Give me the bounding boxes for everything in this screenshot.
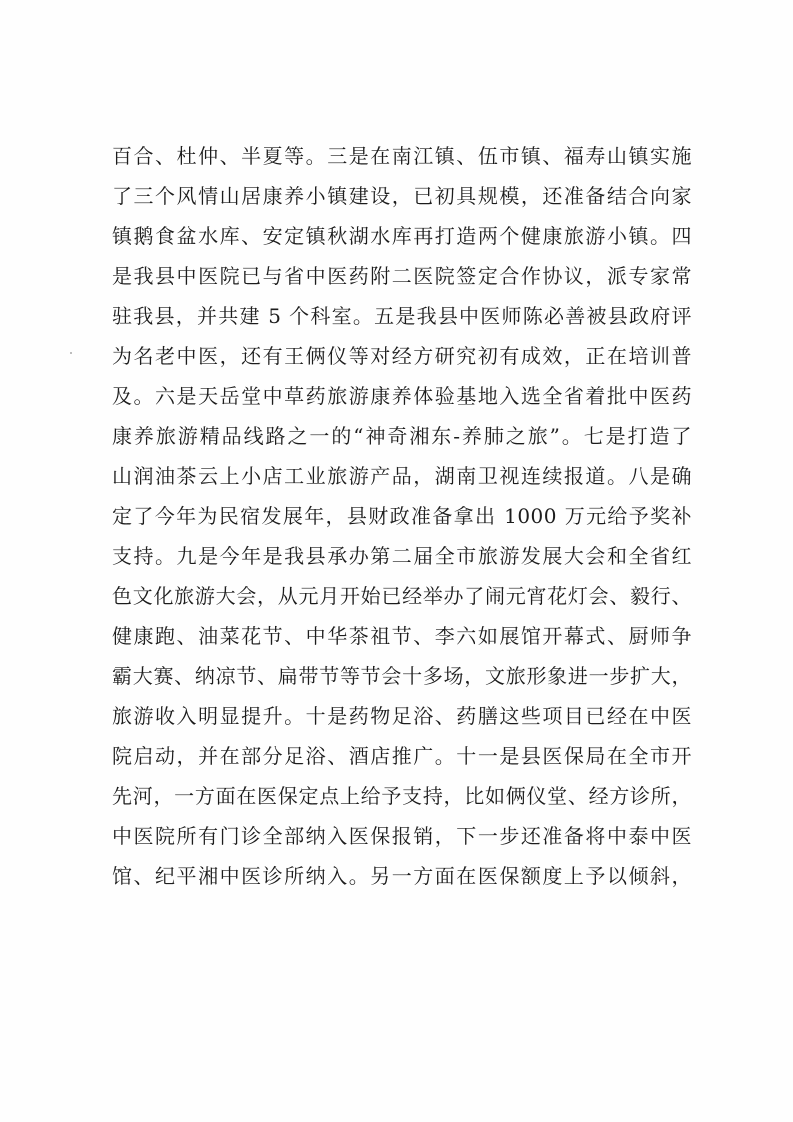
text-line: 色文化旅游大会，从元月开始已经举办了闹元宵花灯会、毅行、: [112, 584, 692, 608]
text-line: 百合、杜仲、半夏等。三是在南江镇、伍市镇、福寿山镇实施: [112, 144, 692, 168]
text-line: 旅游收入明显提升。十是药物足浴、药膳这些项目已经在中医: [112, 704, 692, 728]
text-line: 定了今年为民宿发展年，县财政准备拿出 1000 万元给予奖补: [112, 504, 692, 528]
text-line: 了三个风情山居康养小镇建设，已初具规模，还准备结合向家: [112, 184, 692, 208]
text-line: 支持。九是今年是我县承办第二届全市旅游发展大会和全省红: [112, 544, 692, 568]
text-line: 馆、纪平湘中医诊所纳入。另一方面在医保额度上予以倾斜，: [112, 864, 692, 888]
text-line: 为名老中医，还有王俩仪等对经方研究初有成效，正在培训普: [112, 344, 692, 368]
text-line: 是我县中医院已与省中医药附二医院签定合作协议，派专家常: [112, 264, 692, 288]
text-line: 健康跑、油菜花节、中华茶祖节、李六如展馆开幕式、厨师争: [112, 624, 692, 648]
text-line: 镇鹅食盆水库、安定镇秋湖水库再打造两个健康旅游小镇。四: [112, 224, 692, 248]
text-line: 及。六是天岳堂中草药旅游康养体验基地入选全省着批中医药: [112, 384, 692, 408]
text-line: 驻我县，并共建 5 个科室。五是我县中医师陈必善被县政府评: [112, 304, 692, 328]
text-line: 先河，一方面在医保定点上给予支持，比如俩仪堂、经方诊所，: [112, 784, 692, 808]
text-line: 山润油茶云上小店工业旅游产品，湖南卫视连续报道。八是确: [112, 464, 692, 488]
body-text: [112, 136, 692, 896]
text-line: 院启动，并在部分足浴、酒店推广。十一是县医保局在全市开: [112, 744, 692, 768]
text-line: 霸大赛、纳凉节、扁带节等节会十多场，文旅形象进一步扩大，: [112, 664, 692, 688]
text-line: 康养旅游精品线路之一的“神奇湘东-养肺之旅”。七是打造了: [112, 424, 692, 448]
text-line: 中医院所有门诊全部纳入医保报销，下一步还准备将中泰中医: [112, 824, 692, 848]
margin-mark: [70, 352, 72, 354]
